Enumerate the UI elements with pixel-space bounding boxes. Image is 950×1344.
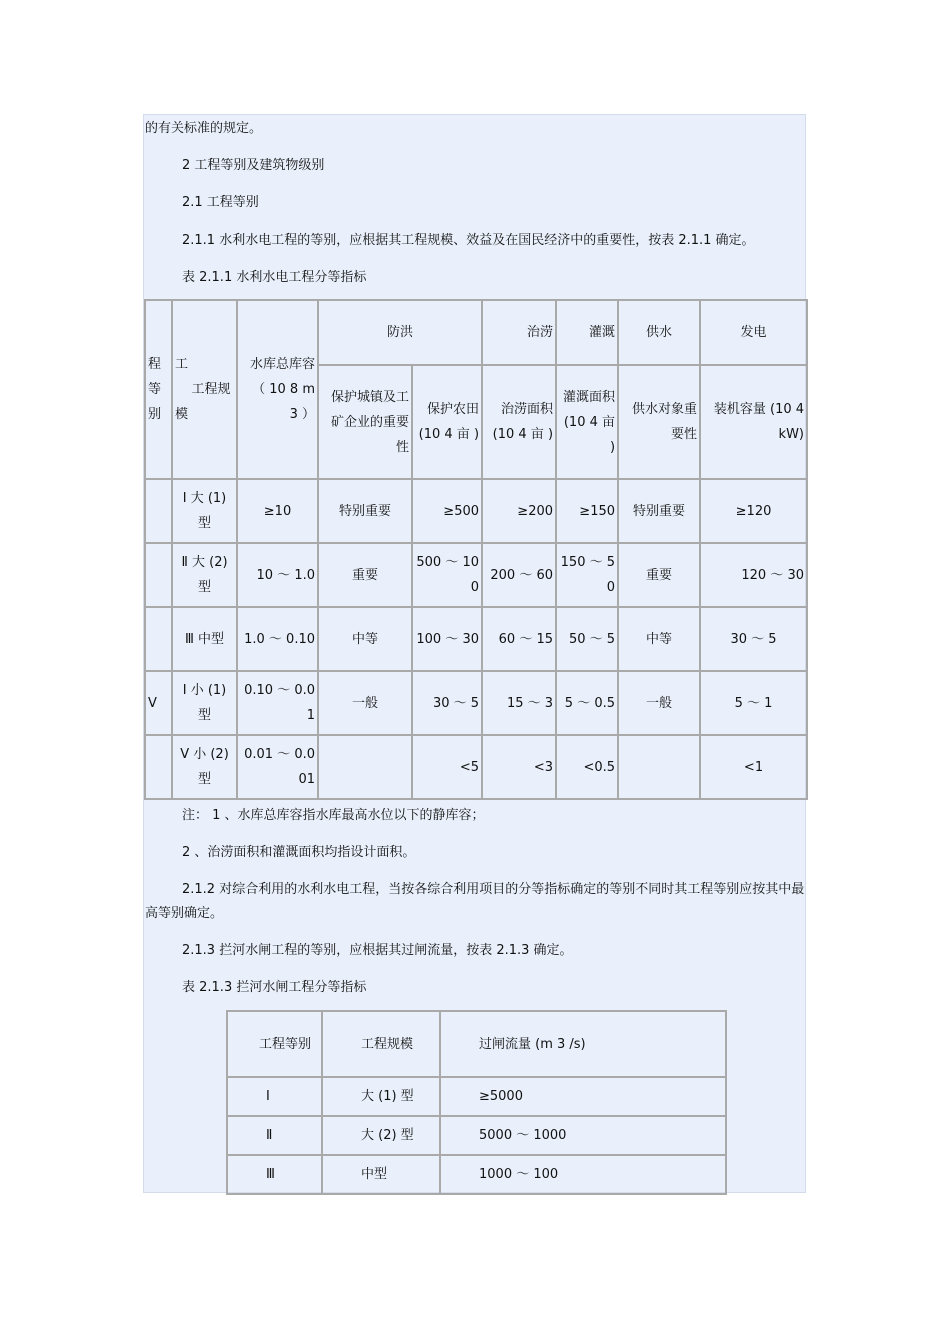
cell-farm: ≥500 <box>412 479 482 543</box>
cell-grade: Ⅰ <box>227 1077 322 1116</box>
cell-drainage: <3 <box>482 735 556 799</box>
cell-city <box>318 735 412 799</box>
cell-scale: 大 (1) 型 <box>322 1077 440 1116</box>
cell-grade: Ⅲ <box>227 1155 322 1194</box>
note-line: 2 、治涝面积和灌溉面积均指设计面积。 <box>182 845 416 860</box>
note-line: 注： 1 、水库总库容指水库最高水位以下的静库容； <box>182 808 485 823</box>
header-irrigation: 灌溉 <box>556 300 618 365</box>
header-capacity: 水库总库容（ 10 8 m 3 ） <box>237 300 318 479</box>
cell-city: 一般 <box>318 671 412 735</box>
cell-supply <box>618 735 700 799</box>
cell-drainage: ≥200 <box>482 479 556 543</box>
table-row <box>145 735 807 799</box>
cell-grade <box>145 543 172 607</box>
cell-farm: 500 ～ 100 <box>412 543 482 607</box>
header-drainage-area: 治涝面积 (10 4 亩 ) <box>482 365 556 479</box>
table-row <box>227 1116 726 1155</box>
cell-power: 5 ～ 1 <box>700 671 807 735</box>
table-row <box>145 607 807 671</box>
cell-grade <box>145 735 172 799</box>
cell-supply: 特别重要 <box>618 479 700 543</box>
cell-scale: Ⅲ 中型 <box>172 607 237 671</box>
cell-capacity: 1.0 ～ 0.10 <box>237 607 318 671</box>
cell-flow: ≥5000 <box>440 1077 726 1116</box>
cell-scale: Ⅰ 大 (1) 型 <box>172 479 237 543</box>
cell-scale: Ⅰ 小 (1) 型 <box>172 671 237 735</box>
table-row <box>145 479 807 543</box>
cell-scale: 中型 <box>322 1155 440 1194</box>
table-row <box>145 543 807 607</box>
cell-scale: V 小 (2) 型 <box>172 735 237 799</box>
cell-power: ≥120 <box>700 479 807 543</box>
cell-city: 中等 <box>318 607 412 671</box>
cell-capacity: 0.10 ～ 0.01 <box>237 671 318 735</box>
cell-scale: 大 (2) 型 <box>322 1116 440 1155</box>
section-heading: 2 工程等别及建筑物级别 <box>182 158 325 173</box>
cell-flow: 1000 ～ 100 <box>440 1155 726 1194</box>
header-farm-protect: 保护农田 (10 4 亩 ) <box>412 365 482 479</box>
paragraph: 2.1.2 对综合利用的水利水电工程，当按各综合利用项目的分等指标确定的等别不同时其工程等别应按其中最高等别确定。 <box>145 882 805 921</box>
table-caption: 表 2.1.1 水利水电工程分等指标 <box>182 270 367 285</box>
cell-grade <box>145 607 172 671</box>
cell-capacity: 0.01 ～ 0.001 <box>237 735 318 799</box>
cell-irrigation: 5 ～ 0.5 <box>556 671 618 735</box>
header-capacity-kw: 装机容量 (10 4 kW) <box>700 365 807 479</box>
header-scale: 工 工程规模 <box>172 300 237 479</box>
cell-farm: 30 ～ 5 <box>412 671 482 735</box>
paragraph: 2.1.3 拦河水闸工程的等别，应根据其过闸流量，按表 2.1.3 确定。 <box>182 943 573 958</box>
header-drainage: 治涝 <box>482 300 556 365</box>
cell-drainage: 200 ～ 60 <box>482 543 556 607</box>
cell-supply: 中等 <box>618 607 700 671</box>
table-caption: 表 2.1.3 拦河水闸工程分等指标 <box>182 980 367 995</box>
header-city-protect: 保护城镇及工矿企业的重要性 <box>318 365 412 479</box>
cell-power: 120 ～ 30 <box>700 543 807 607</box>
text-line: 的有关标准的规定。 <box>145 121 263 136</box>
header-supply-object: 供水对象重要性 <box>618 365 700 479</box>
header-flood: 防洪 <box>318 300 482 365</box>
header-grade: 程等别 <box>145 300 172 479</box>
cell-drainage: 15 ～ 3 <box>482 671 556 735</box>
cell-drainage: 60 ～ 15 <box>482 607 556 671</box>
cell-power: 30 ～ 5 <box>700 607 807 671</box>
cell-city: 重要 <box>318 543 412 607</box>
header-irrigation-area: 灌溉面积 (10 4 亩 ) <box>556 365 618 479</box>
cell-irrigation: 50 ～ 5 <box>556 607 618 671</box>
header-grade: 工程等别 <box>227 1011 322 1077</box>
sluice-table <box>226 1010 727 1195</box>
subsection-heading: 2.1 工程等别 <box>182 195 259 210</box>
header-flow: 过闸流量 (m 3 /s) <box>440 1011 726 1077</box>
table-row <box>227 1155 726 1194</box>
cell-supply: 重要 <box>618 543 700 607</box>
cell-grade: V <box>145 671 172 735</box>
header-power: 发电 <box>700 300 807 365</box>
cell-farm: 100 ～ 30 <box>412 607 482 671</box>
header-water-supply: 供水 <box>618 300 700 365</box>
cell-flow: 5000 ～ 1000 <box>440 1116 726 1155</box>
cell-grade: Ⅱ <box>227 1116 322 1155</box>
cell-irrigation: <0.5 <box>556 735 618 799</box>
cell-grade <box>145 479 172 543</box>
cell-irrigation: ≥150 <box>556 479 618 543</box>
cell-city: 特别重要 <box>318 479 412 543</box>
cell-irrigation: 150 ～ 50 <box>556 543 618 607</box>
cell-scale: Ⅱ 大 (2) 型 <box>172 543 237 607</box>
cell-capacity: 10 ～ 1.0 <box>237 543 318 607</box>
header-scale: 工程规模 <box>322 1011 440 1077</box>
cell-power: <1 <box>700 735 807 799</box>
table-row <box>145 671 807 735</box>
grading-table <box>144 299 808 800</box>
cell-farm: <5 <box>412 735 482 799</box>
cell-capacity: ≥10 <box>237 479 318 543</box>
paragraph: 2.1.1 水利水电工程的等别，应根据其工程规模、效益及在国民经济中的重要性，按表 2.1.1 确定。 <box>182 233 755 248</box>
table-row <box>227 1077 726 1116</box>
cell-supply: 一般 <box>618 671 700 735</box>
